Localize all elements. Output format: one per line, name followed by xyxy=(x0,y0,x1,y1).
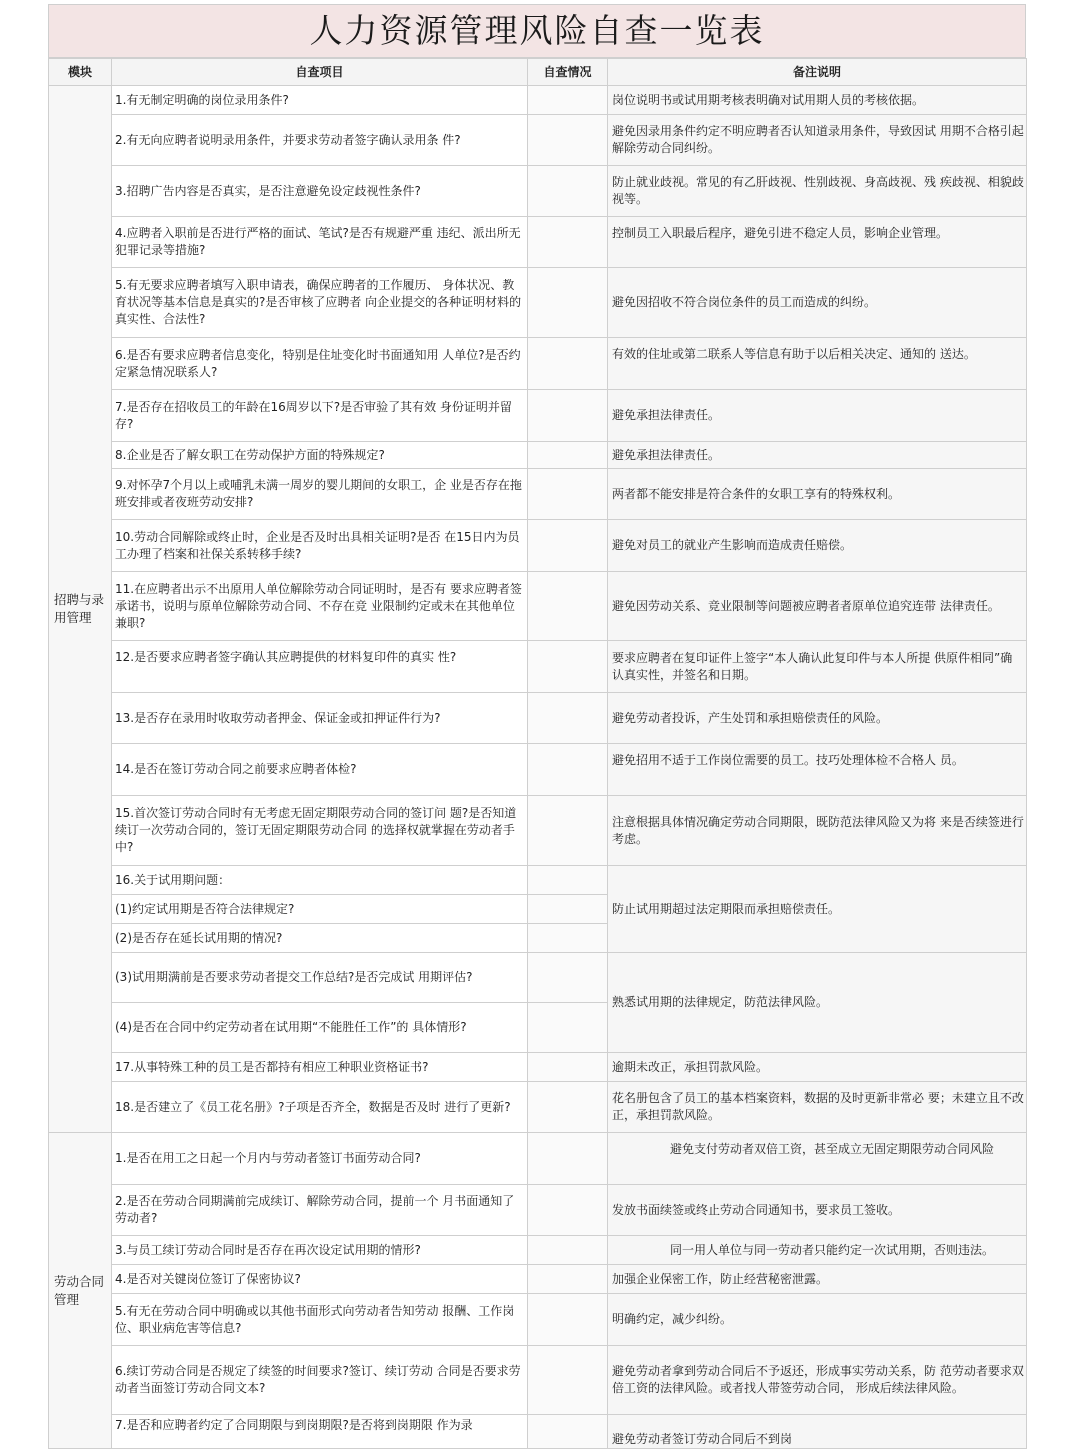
note-cell: 逾期未改正，承担罚款风险。 xyxy=(608,1053,1027,1082)
status-cell[interactable] xyxy=(528,442,608,469)
page-title: 人力资源管理风险自查一览表 xyxy=(48,4,1026,58)
table-row xyxy=(49,268,1027,338)
item-cell: 9.对怀孕7个月以上或哺乳未满一周岁的婴儿期间的女职工，企 业是否存在拖班安排或者夜班劳动安排? xyxy=(112,469,528,520)
status-cell[interactable] xyxy=(528,217,608,268)
status-cell[interactable] xyxy=(528,166,608,217)
item-cell: (3)试用期满前是否要求劳动者提交工作总结?是否完成试 用期评估? xyxy=(112,953,528,1003)
note-cell: 避免劳动者拿到劳动合同后不予返还，形成事实劳动关系，防 范劳动者要求双倍工资的法律风险。或者找人带签劳动合同， 形成后续法律风险。 xyxy=(608,1346,1027,1415)
table-row xyxy=(49,1415,1027,1449)
status-cell[interactable] xyxy=(528,1415,608,1449)
item-cell: 14.是否在签订劳动合同之前要求应聘者体检? xyxy=(112,744,528,796)
status-cell[interactable] xyxy=(528,1133,608,1185)
note-cell: 岗位说明书或试用期考核表明确对试用期人员的考核依据。 xyxy=(608,86,1027,115)
note-cell: 避免因招收不符合岗位条件的员工而造成的纠纷。 xyxy=(608,268,1027,338)
status-cell[interactable] xyxy=(528,1185,608,1236)
table-row xyxy=(49,217,1027,268)
note-cell: 避免劳动者签订劳动合同后不到岗 xyxy=(608,1415,1027,1449)
table-row xyxy=(49,390,1027,442)
header-status: 自查情况 xyxy=(528,59,608,86)
item-cell: 2.是否在劳动合同期满前完成续订、解除劳动合同，提前一个 月书面通知了劳动者? xyxy=(112,1185,528,1236)
table-row xyxy=(49,693,1027,744)
checklist-table xyxy=(48,58,1027,1449)
item-cell: 1.是否在用工之日起一个月内与劳动者签订书面劳动合同? xyxy=(112,1133,528,1185)
note-cell: 避免因录用条件约定不明应聘者否认知道录用条件，导致因试 用期不合格引起解除劳动合同纠纷。 xyxy=(608,115,1027,166)
item-cell: 7.是否存在招收员工的年龄在16周岁以下?是否审验了其有效 身份证明并留存? xyxy=(112,390,528,442)
status-cell[interactable] xyxy=(528,1265,608,1294)
risk-checklist-sheet xyxy=(48,4,1026,1449)
table-row xyxy=(49,166,1027,217)
note-cell: 明确约定，减少纠纷。 xyxy=(608,1294,1027,1346)
table-row xyxy=(49,1053,1027,1082)
item-cell: 8.企业是否了解女职工在劳动保护方面的特殊规定? xyxy=(112,442,528,469)
status-cell[interactable] xyxy=(528,866,608,895)
item-cell: 5.有无要求应聘者填写入职申请表，确保应聘者的工作履历、 身体状况、教育状况等基本信息是真实的?是否审核了应聘者 向企业提交的各种证明材料的真实性、合法性? xyxy=(112,268,528,338)
note-cell: 避免劳动者投诉，产生处罚和承担赔偿责任的风险。 xyxy=(608,693,1027,744)
table-row xyxy=(49,744,1027,796)
status-cell[interactable] xyxy=(528,520,608,572)
table-row xyxy=(49,469,1027,520)
status-cell[interactable] xyxy=(528,895,608,924)
item-cell: (1)约定试用期是否符合法律规定? xyxy=(112,895,528,924)
table-row xyxy=(49,338,1027,390)
item-cell: 17.从事特殊工种的员工是否都持有相应工种职业资格证书? xyxy=(112,1053,528,1082)
item-cell: 2.有无向应聘者说明录用条件，并要求劳动者签字确认录用条 件? xyxy=(112,115,528,166)
note-cell: 熟悉试用期的法律规定，防范法律风险。 xyxy=(608,953,1027,1053)
status-cell[interactable] xyxy=(528,268,608,338)
status-cell[interactable] xyxy=(528,1082,608,1133)
table-row xyxy=(49,1265,1027,1294)
status-cell[interactable] xyxy=(528,641,608,693)
item-cell: 11.在应聘者出示不出原用人单位解除劳动合同证明时，是否有 要求应聘者签承诺书，说明与原单位解除劳动合同、不存在竞 业限制约定或未在其他单位兼职? xyxy=(112,572,528,641)
status-cell[interactable] xyxy=(528,1236,608,1265)
item-cell: 13.是否存在录用时收取劳动者押金、保证金或扣押证件行为? xyxy=(112,693,528,744)
note-cell: 发放书面续签或终止劳动合同通知书，要求员工签收。 xyxy=(608,1185,1027,1236)
table-row xyxy=(49,1346,1027,1415)
table-row xyxy=(49,1236,1027,1265)
table-row xyxy=(49,1082,1027,1133)
status-cell[interactable] xyxy=(528,924,608,953)
note-cell: 避免因劳动关系、竞业限制等问题被应聘者者原单位追究连带 法律责任。 xyxy=(608,572,1027,641)
note-cell: 同一用人单位与同一劳动者只能约定一次试用期，否则违法。 xyxy=(608,1236,1027,1265)
note-cell: 防止就业歧视。常见的有乙肝歧视、性别歧视、身高歧视、残 疾歧视、相貌歧视等。 xyxy=(608,166,1027,217)
item-cell: 16.关于试用期问题： xyxy=(112,866,528,895)
header-module: 模块 xyxy=(49,59,112,86)
note-cell: 要求应聘者在复印证件上签字“本人确认此复印件与本人所提 供原件相同”确认真实性，并签名和日期。 xyxy=(608,641,1027,693)
status-cell[interactable] xyxy=(528,338,608,390)
note-cell: 加强企业保密工作，防止经营秘密泄露。 xyxy=(608,1265,1027,1294)
status-cell[interactable] xyxy=(528,390,608,442)
status-cell[interactable] xyxy=(528,953,608,1003)
item-cell: 4.应聘者入职前是否进行严格的面试、笔试?是否有规避严重 违纪、派出所无犯罪记录等措施? xyxy=(112,217,528,268)
note-cell: 注意根据具体情况确定劳动合同期限，既防范法律风险又为将 来是否续签进行考虑。 xyxy=(608,796,1027,866)
status-cell[interactable] xyxy=(528,1003,608,1053)
item-cell: 5.有无在劳动合同中明确或以其他书面形式向劳动者告知劳动 报酬、工作岗位、职业病危害等信息? xyxy=(112,1294,528,1346)
status-cell[interactable] xyxy=(528,796,608,866)
table-row xyxy=(49,520,1027,572)
header-item: 自查项目 xyxy=(112,59,528,86)
table-row xyxy=(49,641,1027,693)
note-cell: 两者都不能安排是符合条件的女职工享有的特殊权利。 xyxy=(608,469,1027,520)
status-cell[interactable] xyxy=(528,115,608,166)
item-cell: 3.与员工续订劳动合同时是否存在再次设定试用期的情形? xyxy=(112,1236,528,1265)
table-row xyxy=(49,86,1027,115)
table-row xyxy=(49,796,1027,866)
table-row xyxy=(49,1185,1027,1236)
header-note: 备注说明 xyxy=(608,59,1027,86)
note-cell: 有效的住址或第二联系人等信息有助于以后相关决定、通知的 送达。 xyxy=(608,338,1027,390)
note-cell: 避免招用不适于工作岗位需要的员工。技巧处理体检不合格人 员。 xyxy=(608,744,1027,796)
status-cell[interactable] xyxy=(528,1346,608,1415)
item-cell: 18.是否建立了《员工花名册》?子项是否齐全，数据是否及时 进行了更新? xyxy=(112,1082,528,1133)
note-cell: 花名册包含了员工的基本档案资料，数据的及时更新非常必 要；未建立且不改正，承担罚款风险。 xyxy=(608,1082,1027,1133)
note-cell: 避免对员工的就业产生影响而造成责任赔偿。 xyxy=(608,520,1027,572)
item-cell: 4.是否对关键岗位签订了保密协议? xyxy=(112,1265,528,1294)
table-row xyxy=(49,442,1027,469)
status-cell[interactable] xyxy=(528,572,608,641)
table-row xyxy=(49,953,1027,1003)
note-cell: 避免支付劳动者双倍工资，甚至成立无固定期限劳动合同风险 xyxy=(608,1133,1027,1185)
note-cell: 控制员工入职最后程序，避免引进不稳定人员，影响企业管理。 xyxy=(608,217,1027,268)
header-row xyxy=(49,59,1027,86)
item-cell: 6.是否有要求应聘者信息变化，特别是住址变化时书面通知用 人单位?是否约定紧急情况联系人? xyxy=(112,338,528,390)
item-cell: 6.续订劳动合同是否规定了续签的时间要求?签订、续订劳动 合同是否要求劳动者当面签订劳动合同文本? xyxy=(112,1346,528,1415)
status-cell[interactable] xyxy=(528,86,608,115)
note-cell: 避免承担法律责任。 xyxy=(608,442,1027,469)
item-cell: (2)是否存在延长试用期的情况? xyxy=(112,924,528,953)
note-cell: 防止试用期超过法定期限而承担赔偿责任。 xyxy=(608,866,1027,953)
status-cell[interactable] xyxy=(528,469,608,520)
table-row xyxy=(49,115,1027,166)
table-row xyxy=(49,1133,1027,1185)
status-cell[interactable] xyxy=(528,1053,608,1082)
status-cell[interactable] xyxy=(528,693,608,744)
status-cell[interactable] xyxy=(528,1294,608,1346)
item-cell: 3.招聘广告内容是否真实，是否注意避免设定歧视性条件? xyxy=(112,166,528,217)
note-cell: 避免承担法律责任。 xyxy=(608,390,1027,442)
table-row xyxy=(49,1294,1027,1346)
table-row xyxy=(49,572,1027,641)
item-cell: 15.首次签订劳动合同时有无考虑无固定期限劳动合同的签订问 题?是否知道续订一次劳动合同的，签订无固定期限劳动合同 的选择权就掌握在劳动者手中? xyxy=(112,796,528,866)
item-cell: 1.有无制定明确的岗位录用条件? xyxy=(112,86,528,115)
item-cell: 7.是否和应聘者约定了合同期限与到岗期限?是否将到岗期限 作为录 xyxy=(112,1415,528,1449)
status-cell[interactable] xyxy=(528,744,608,796)
module-cell: 劳动合同管理 xyxy=(49,1133,112,1449)
item-cell: (4)是否在合同中约定劳动者在试用期“不能胜任工作”的 具体情形? xyxy=(112,1003,528,1053)
item-cell: 10.劳动合同解除或终止时，企业是否及时出具相关证明?是否 在15日内为员工办理了档案和社保关系转移手续? xyxy=(112,520,528,572)
table-row xyxy=(49,866,1027,895)
item-cell: 12.是否要求应聘者签字确认其应聘提供的材料复印件的真实 性? xyxy=(112,641,528,693)
module-cell: 招聘与录用管理 xyxy=(49,86,112,1133)
